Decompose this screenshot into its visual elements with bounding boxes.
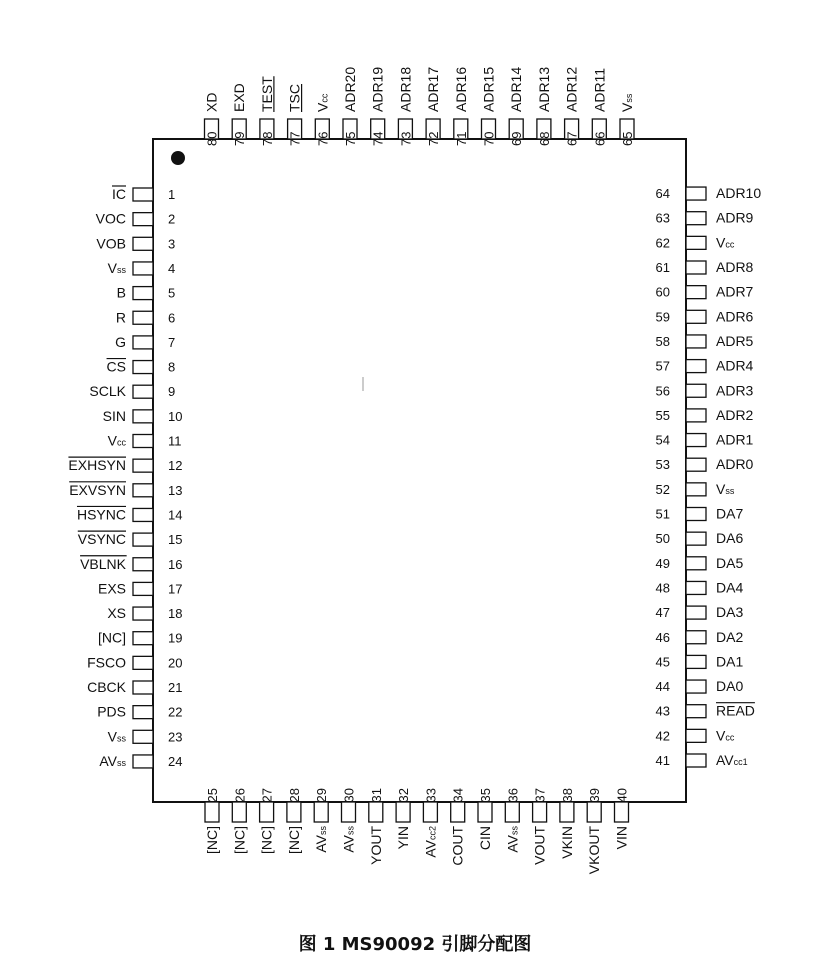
pin-number-label: 57 bbox=[655, 358, 670, 374]
pin-name-label: DA3 bbox=[716, 604, 744, 621]
pin-18-left bbox=[107, 605, 182, 621]
pin-17-left bbox=[98, 580, 182, 596]
pin-name-label: YIN bbox=[395, 826, 412, 850]
pin-78-top bbox=[259, 76, 275, 146]
pin-number-label: 37 bbox=[532, 788, 548, 803]
pin-number-label: 4 bbox=[168, 260, 176, 276]
pin-66-top bbox=[591, 68, 607, 146]
pin-number-label: 67 bbox=[564, 131, 580, 146]
pin-name-label: VOUT bbox=[531, 826, 548, 865]
pin-number-label: 21 bbox=[168, 680, 183, 695]
pin-44-right bbox=[656, 678, 744, 694]
pin-number-label: 5 bbox=[168, 285, 176, 301]
pin-lead bbox=[686, 360, 706, 373]
pin-name-label: VIN bbox=[613, 826, 630, 850]
pin-40-bottom bbox=[614, 788, 630, 849]
pin-34-bottom bbox=[450, 788, 466, 866]
pin-name-label: ADR16 bbox=[452, 66, 469, 112]
pin-number-label: 75 bbox=[343, 131, 358, 146]
pin-name-label: Vss bbox=[619, 93, 635, 112]
pin-lead bbox=[133, 755, 153, 768]
pin-lead bbox=[133, 361, 153, 374]
pin-number-label: 77 bbox=[287, 131, 303, 146]
pin-name-label: AVcc2 bbox=[422, 826, 439, 858]
pin-number-label: 26 bbox=[232, 788, 248, 803]
pin-number-label: 13 bbox=[168, 482, 183, 498]
pin-name-label: DA4 bbox=[716, 579, 744, 596]
pin-name-label: VOB bbox=[96, 235, 126, 252]
pin-lead bbox=[686, 705, 706, 718]
pin-lead bbox=[133, 262, 153, 275]
pin-name-label: ADR9 bbox=[716, 209, 754, 226]
pin-lead bbox=[686, 384, 706, 397]
pin-number-label: 70 bbox=[481, 131, 497, 146]
pin-number-label: 79 bbox=[232, 131, 248, 146]
pin-name-label: Vcc bbox=[716, 727, 735, 744]
pin-name-label: Vss bbox=[107, 728, 126, 745]
pin-lead bbox=[133, 237, 153, 250]
pin-number-label: 28 bbox=[286, 788, 302, 803]
pin-name-label: COUT bbox=[449, 826, 466, 866]
pin-number-label: 2 bbox=[168, 211, 176, 227]
pin-lead bbox=[133, 730, 153, 743]
pin-lead bbox=[133, 484, 153, 497]
pin-name-label: ADR12 bbox=[563, 66, 580, 112]
pin-name-label: TSC bbox=[286, 84, 303, 112]
pin-name-label: AVss bbox=[504, 826, 521, 853]
pin-lead bbox=[686, 212, 706, 225]
pin-71-top bbox=[453, 67, 469, 146]
pin-lead bbox=[686, 483, 706, 496]
pin-number-label: 68 bbox=[536, 131, 552, 146]
pin-name-label: [NC] bbox=[231, 826, 248, 854]
pin-26-bottom bbox=[231, 788, 247, 854]
pin-name-label: CIN bbox=[477, 826, 493, 851]
pin-name-label: [NC] bbox=[285, 826, 302, 854]
pin-number-label: 23 bbox=[168, 729, 183, 745]
pin-lead bbox=[587, 802, 601, 822]
pin-38-bottom bbox=[559, 788, 575, 859]
pin-name-label: [NC] bbox=[258, 826, 275, 854]
pin-41-right bbox=[656, 752, 748, 768]
pin-number-label: 71 bbox=[453, 131, 469, 146]
pin-number-label: 1 bbox=[168, 187, 176, 202]
pin-number-label: 14 bbox=[168, 507, 183, 523]
pin-name-label: EXVSYN bbox=[69, 481, 126, 498]
pin-lead bbox=[686, 335, 706, 348]
pin-lead bbox=[686, 458, 706, 471]
pin-name-label: FSCO bbox=[87, 654, 126, 671]
pin-36-bottom bbox=[504, 788, 520, 853]
pin-number-label: 22 bbox=[168, 704, 183, 720]
pin-46-right bbox=[656, 629, 744, 645]
pin-number-label: 52 bbox=[655, 481, 670, 497]
pin-name-label: ADR1 bbox=[716, 431, 754, 448]
pin-number-label: 33 bbox=[423, 788, 439, 803]
pin-name-label: READ bbox=[716, 702, 755, 719]
pin-number-label: 39 bbox=[587, 788, 603, 803]
pin-name-label: VKIN bbox=[558, 826, 575, 859]
pin-lead bbox=[686, 532, 706, 545]
pin-lead bbox=[133, 607, 153, 620]
pin-62-right bbox=[656, 234, 735, 250]
pin-32-bottom bbox=[395, 788, 411, 849]
pin-number-label: 29 bbox=[314, 788, 330, 803]
pin-name-label: VKOUT bbox=[586, 826, 603, 875]
pin-35-bottom bbox=[477, 788, 493, 850]
pin-number-label: 80 bbox=[204, 131, 220, 146]
pin-number-label: 49 bbox=[655, 555, 670, 571]
pin-number-label: 45 bbox=[655, 654, 670, 670]
pin-lead bbox=[686, 606, 706, 619]
pin-lead bbox=[133, 213, 153, 226]
pin-lead bbox=[686, 581, 706, 594]
pin-number-label: 7 bbox=[168, 334, 176, 350]
pin-lead bbox=[686, 261, 706, 274]
pin-number-label: 44 bbox=[655, 679, 670, 695]
pin-33-bottom bbox=[422, 788, 438, 858]
pin-number-label: 60 bbox=[655, 284, 670, 300]
pin-number-label: 42 bbox=[655, 728, 670, 744]
pin-lead bbox=[287, 802, 301, 822]
pin-29-bottom bbox=[313, 788, 329, 853]
pin-lead bbox=[133, 656, 153, 669]
pin-lead bbox=[686, 754, 706, 767]
pin-lead bbox=[133, 632, 153, 645]
pin-number-label: 8 bbox=[168, 359, 176, 375]
pin-number-label: 51 bbox=[655, 506, 670, 522]
pin-number-label: 58 bbox=[655, 333, 670, 349]
pin-number-label: 69 bbox=[509, 131, 525, 146]
pin-name-label: DA6 bbox=[716, 530, 744, 547]
pin-lead bbox=[133, 410, 153, 423]
pin-lead bbox=[133, 311, 153, 324]
pin-22-left bbox=[97, 704, 182, 720]
pin-lead bbox=[205, 802, 219, 822]
pin-50-right bbox=[656, 530, 744, 546]
pin-lead bbox=[133, 706, 153, 719]
pin-lead bbox=[133, 336, 153, 349]
pin-name-label: Vss bbox=[107, 259, 126, 276]
pin-number-label: 38 bbox=[559, 788, 575, 803]
pin-name-label: Vcc bbox=[314, 93, 331, 112]
pin-number-label: 18 bbox=[168, 606, 183, 622]
pin-name-label: CBCK bbox=[87, 679, 126, 695]
pin-name-label: TEST bbox=[258, 76, 275, 112]
pin-name-label: PDS bbox=[97, 703, 126, 720]
pin-name-label: ADR3 bbox=[716, 382, 754, 399]
pin-lead bbox=[133, 558, 153, 571]
pin-number-label: 30 bbox=[341, 788, 357, 803]
pin-name-label: DA7 bbox=[716, 505, 744, 522]
pin-lead bbox=[686, 310, 706, 323]
pin-name-label: ADR5 bbox=[716, 332, 754, 349]
pin-lead bbox=[560, 802, 574, 822]
pin-number-label: 12 bbox=[168, 458, 183, 474]
pin-name-label: VSYNC bbox=[77, 531, 126, 548]
pin-number-label: 64 bbox=[655, 186, 670, 202]
pin-lead bbox=[133, 435, 153, 448]
pin-52-right bbox=[656, 481, 735, 497]
pin-28-bottom bbox=[286, 788, 302, 854]
pin-number-label: 32 bbox=[396, 788, 412, 803]
pin-name-label: ADR4 bbox=[716, 357, 754, 374]
pin-name-label: DA5 bbox=[716, 554, 744, 571]
pin-name-label: B bbox=[116, 284, 126, 301]
pin-number-label: 36 bbox=[505, 788, 521, 803]
pin-51-right bbox=[656, 506, 744, 522]
pin-number-label: 56 bbox=[655, 383, 670, 399]
pin-number-label: 55 bbox=[655, 407, 670, 423]
pin-name-label: EXS bbox=[97, 580, 126, 597]
pin-77-top bbox=[287, 84, 303, 146]
pin-number-label: 25 bbox=[205, 788, 220, 803]
pin-lead bbox=[133, 385, 153, 398]
pin-name-label: DA0 bbox=[716, 678, 744, 695]
pin-number-label: 63 bbox=[655, 210, 670, 226]
pin-number-label: 78 bbox=[259, 131, 275, 146]
pin-lead bbox=[686, 631, 706, 644]
pin-name-label: ADR7 bbox=[716, 283, 754, 300]
pin-lead bbox=[686, 508, 706, 521]
pin-80-top bbox=[204, 93, 220, 146]
pin-name-label: DA1 bbox=[716, 653, 744, 670]
pin-number-label: 54 bbox=[655, 432, 670, 448]
pin-number-label: 73 bbox=[398, 131, 414, 146]
pin-name-label: XS bbox=[107, 605, 126, 622]
pin-number-label: 3 bbox=[168, 236, 176, 252]
pin-name-label: EXD bbox=[231, 83, 248, 112]
pin-number-label: 17 bbox=[168, 581, 183, 597]
pin-name-label: ADR11 bbox=[591, 67, 608, 112]
pin-68-top bbox=[536, 67, 552, 146]
pin-number-label: 53 bbox=[655, 457, 670, 473]
pin-48-right bbox=[656, 579, 744, 595]
pin-number-label: 40 bbox=[614, 788, 630, 803]
pin-39-bottom bbox=[586, 788, 602, 874]
pin-name-label: VOC bbox=[95, 210, 126, 227]
pin-number-label: 50 bbox=[655, 531, 670, 547]
pin-name-label: Vcc bbox=[107, 432, 126, 449]
pin-name-label: XD bbox=[203, 92, 220, 112]
pin-number-label: 24 bbox=[168, 753, 183, 769]
pin-number-label: 61 bbox=[655, 260, 670, 275]
pin-name-label: EXHSYN bbox=[68, 457, 126, 474]
pin-lead bbox=[232, 802, 246, 822]
pin-name-label: DA2 bbox=[716, 628, 744, 645]
pin-lead bbox=[133, 188, 153, 201]
pin-name-label: AVss bbox=[340, 826, 357, 853]
pin-lead bbox=[686, 557, 706, 570]
pin-name-label: Vss bbox=[716, 480, 735, 497]
pin-lead bbox=[133, 459, 153, 472]
pin-73-top bbox=[397, 67, 413, 146]
pin-37-bottom bbox=[532, 788, 548, 865]
pin-number-label: 74 bbox=[370, 131, 386, 146]
pin-number-label: 10 bbox=[168, 408, 183, 424]
pin-lead bbox=[260, 802, 274, 822]
pin-name-label: G bbox=[115, 333, 126, 350]
pin-lead bbox=[314, 802, 328, 822]
pin-number-label: 62 bbox=[655, 235, 670, 251]
pin-76-top bbox=[314, 93, 330, 146]
pin-79-top bbox=[231, 83, 247, 146]
pin-lead bbox=[686, 187, 706, 200]
pin-number-label: 35 bbox=[478, 788, 493, 803]
pin-49-right bbox=[656, 555, 744, 571]
pin-number-label: 72 bbox=[426, 131, 442, 146]
chip-body bbox=[153, 139, 686, 802]
pin-name-label: AVss bbox=[99, 752, 126, 769]
pin-number-label: 41 bbox=[655, 753, 670, 768]
pin-name-label: [NC] bbox=[204, 826, 220, 854]
pin-name-label: ADR0 bbox=[716, 456, 754, 473]
pin-30-bottom bbox=[341, 788, 357, 853]
pin-lead bbox=[451, 802, 465, 822]
pin-number-label: 65 bbox=[620, 131, 635, 146]
pin-23-left bbox=[108, 728, 183, 744]
pin-name-label: ADR20 bbox=[342, 66, 358, 112]
pin-name-label: ADR8 bbox=[716, 259, 754, 275]
pin-67-top bbox=[564, 67, 580, 146]
pin-number-label: 9 bbox=[168, 384, 176, 400]
pin-number-label: 15 bbox=[168, 532, 183, 548]
pin-25-bottom bbox=[204, 788, 220, 854]
pin-name-label: YOUT bbox=[367, 826, 384, 865]
pin-number-label: 66 bbox=[592, 131, 608, 146]
pin-name-label: VBLNK bbox=[80, 555, 126, 572]
pin-lead bbox=[133, 508, 153, 521]
pin-lead bbox=[686, 409, 706, 422]
pin-21-left bbox=[87, 679, 182, 695]
pin-name-label: [NC] bbox=[98, 629, 126, 646]
pin-name-label: ADR19 bbox=[369, 66, 386, 112]
pin-name-label: ADR17 bbox=[425, 66, 442, 112]
pin-10-left bbox=[103, 408, 183, 424]
pin-27-bottom bbox=[259, 788, 275, 854]
pin-number-label: 31 bbox=[368, 788, 384, 803]
pin-lead bbox=[423, 802, 437, 822]
pin-69-top bbox=[508, 67, 524, 146]
pin-name-label: SCLK bbox=[89, 383, 126, 400]
pin-lead bbox=[686, 434, 706, 447]
pin-number-label: 20 bbox=[168, 655, 183, 671]
pin-number-label: 76 bbox=[315, 131, 331, 146]
pin-lead bbox=[615, 802, 629, 822]
pin-number-label: 43 bbox=[655, 703, 670, 719]
pin-42-right bbox=[656, 727, 735, 743]
pin-lead bbox=[342, 802, 356, 822]
pin-number-label: 16 bbox=[168, 556, 183, 572]
pin-name-label: IC bbox=[112, 186, 126, 202]
pin-lead bbox=[505, 802, 519, 822]
pin-lead bbox=[686, 236, 706, 249]
pin-number-label: 19 bbox=[168, 630, 183, 646]
pin-number-label: 48 bbox=[655, 580, 670, 596]
pin-lead bbox=[686, 729, 706, 742]
pin-lead bbox=[133, 681, 153, 694]
pin-name-label: ADR13 bbox=[535, 66, 552, 112]
pin-name-label: ADR6 bbox=[716, 308, 754, 325]
pin-name-label: ADR14 bbox=[508, 66, 525, 112]
pin-70-top bbox=[481, 67, 497, 146]
pin-65-top bbox=[619, 93, 635, 146]
pin-name-label: ADR2 bbox=[716, 406, 754, 423]
pin-name-label: SIN bbox=[102, 407, 126, 424]
pin-name-label: ADR15 bbox=[480, 66, 497, 112]
pin-name-label: AVss bbox=[313, 826, 330, 853]
pin-name-label: HSYNC bbox=[76, 506, 126, 523]
figure-caption: 图 1 MS90092 引脚分配图 bbox=[298, 934, 532, 955]
pin-20-left bbox=[87, 654, 182, 670]
pin-number-label: 11 bbox=[168, 433, 182, 449]
pin-45-right bbox=[656, 653, 744, 669]
pin-lead bbox=[133, 533, 153, 546]
pin-lead bbox=[396, 802, 410, 822]
pin-name-label: R bbox=[115, 309, 126, 326]
pin-lead bbox=[533, 802, 547, 822]
pin-name-label: Vcc bbox=[716, 234, 735, 251]
pin-75-top bbox=[342, 67, 358, 146]
pin-lead bbox=[686, 655, 706, 668]
pin-number-label: 27 bbox=[259, 788, 275, 803]
pin-19-left bbox=[98, 630, 182, 646]
pin-74-top bbox=[370, 67, 386, 146]
pin-16-left bbox=[80, 556, 182, 572]
pin-lead bbox=[686, 286, 706, 299]
pin-name-label: AVcc1 bbox=[716, 752, 748, 768]
pin-11-left bbox=[108, 433, 182, 449]
pin-number-label: 46 bbox=[655, 629, 670, 645]
pin-72-top bbox=[425, 67, 441, 146]
pin-lead bbox=[133, 582, 153, 595]
pin-name-label: ADR10 bbox=[716, 185, 762, 202]
pin-47-right bbox=[656, 604, 744, 620]
pin-31-bottom bbox=[368, 788, 384, 865]
pin-lead bbox=[133, 287, 153, 300]
pin-number-label: 6 bbox=[168, 310, 176, 326]
pin-name-label: ADR18 bbox=[397, 66, 414, 112]
pin-lead bbox=[686, 680, 706, 693]
pin-number-label: 34 bbox=[450, 788, 466, 803]
pin-lead bbox=[369, 802, 383, 822]
pin1-marker-dot bbox=[171, 151, 185, 165]
pin-lead bbox=[478, 802, 492, 822]
pin-24-left bbox=[99, 753, 182, 769]
pin-number-label: 59 bbox=[655, 309, 670, 325]
pin-name-label: CS bbox=[106, 358, 126, 375]
pin-number-label: 47 bbox=[655, 605, 670, 621]
